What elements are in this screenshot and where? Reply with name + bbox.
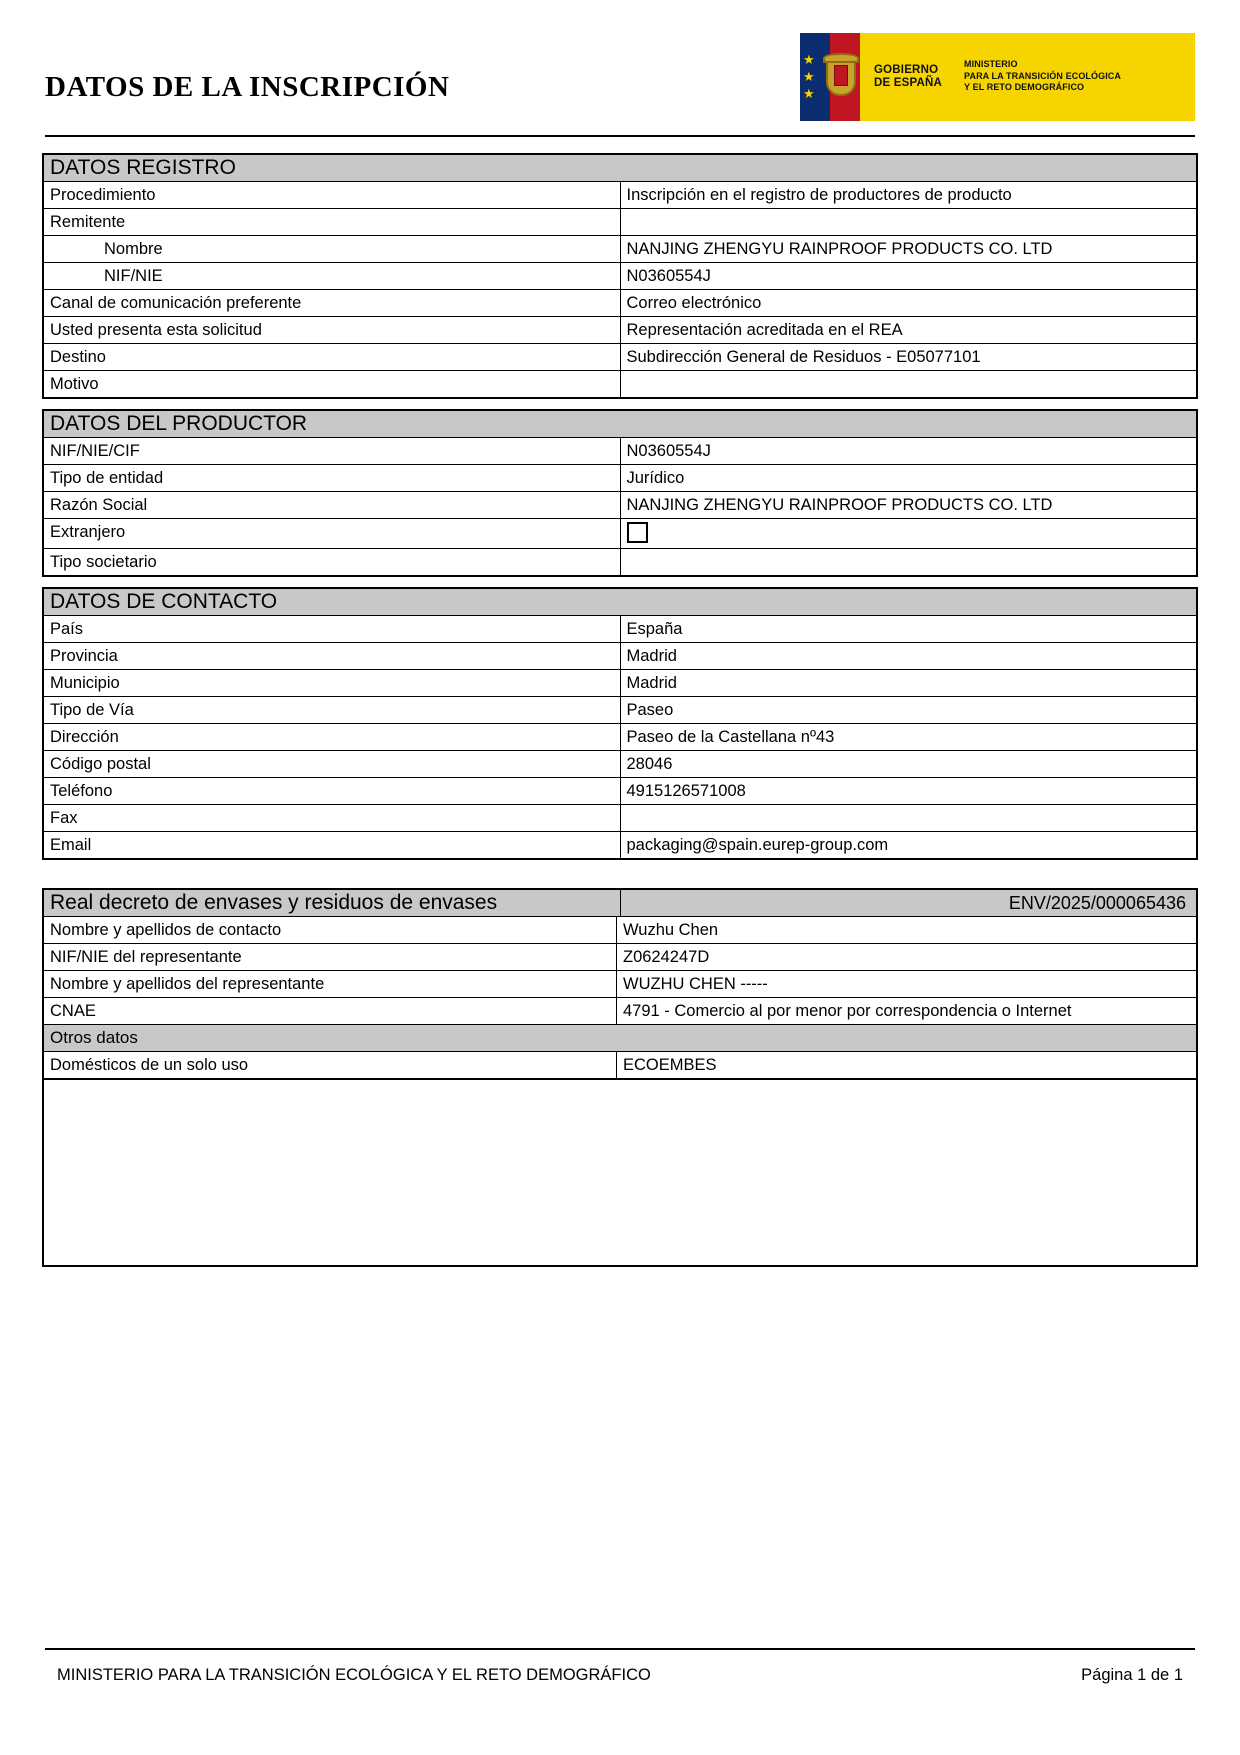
table-row (44, 1052, 1196, 1079)
field-label: Email (44, 832, 620, 859)
section-datos-del-productor (42, 409, 1198, 577)
field-label: Código postal (44, 751, 620, 778)
expediente-reference: ENV/2025/000065436 (620, 890, 1196, 917)
field-label: Usted presenta esta solicitud (44, 317, 620, 344)
section-title: Real decreto de envases y residuos de envases (44, 890, 620, 917)
table-row (44, 371, 1196, 398)
table-row (44, 998, 1196, 1025)
table-row (44, 778, 1196, 805)
field-value: N0360554J (620, 438, 1196, 465)
field-label: CNAE (44, 998, 617, 1025)
document-body (42, 137, 1198, 1267)
field-value: Madrid (620, 670, 1196, 697)
table-row (44, 971, 1196, 998)
coat-of-arms-icon (826, 58, 856, 96)
field-value (620, 371, 1196, 398)
section-datos-registro (42, 153, 1198, 399)
table-row (44, 670, 1196, 697)
footer-ministry-text: MINISTERIO PARA LA TRANSICIÓN ECOLÓGICA Y EL RETO DEMOGRÁFICO (57, 1666, 651, 1684)
field-value: Correo electrónico (620, 290, 1196, 317)
gobierno-de-espana-logo (800, 33, 1195, 121)
table-row (44, 616, 1196, 643)
table-row (44, 805, 1196, 832)
table-row (44, 182, 1196, 209)
footer-divider (45, 1648, 1195, 1650)
field-label: NIF/NIE del representante (44, 944, 617, 971)
field-label: Provincia (44, 643, 620, 670)
field-label: Nombre (44, 236, 620, 263)
section-title: DATOS REGISTRO (44, 155, 1196, 182)
field-label: NIF/NIE/CIF (44, 438, 620, 465)
gobierno-text: GOBIERNO DE ESPAÑA (874, 63, 943, 89)
field-value: 4791 - Comercio al por menor por correspondencia o Internet (617, 998, 1197, 1025)
field-value: NANJING ZHENGYU RAINPROOF PRODUCTS CO. LTD (620, 236, 1196, 263)
table-row (44, 209, 1196, 236)
field-label: NIF/NIE (44, 263, 620, 290)
field-value: N0360554J (620, 263, 1196, 290)
table-row (44, 832, 1196, 859)
otros-datos-header (44, 1025, 1196, 1052)
table-row (44, 751, 1196, 778)
ministerio-text: MINISTERIO PARA LA TRANSICIÓN ECOLÓGICA Y EL RETO DEMOGRÁFICO (964, 59, 1122, 93)
field-label: Razón Social (44, 492, 620, 519)
field-value: Paseo (620, 697, 1196, 724)
table-row (44, 643, 1196, 670)
table-row (44, 549, 1196, 576)
document-footer (45, 1648, 1195, 1685)
field-value: Inscripción en el registro de productores de producto (620, 182, 1196, 209)
table-row (44, 344, 1196, 371)
section-header-contacto (44, 589, 1196, 616)
section-real-decreto-envases (42, 888, 1198, 1267)
field-label: Fax (44, 805, 620, 832)
table-row (44, 917, 1196, 944)
field-value: Paseo de la Castellana nº43 (620, 724, 1196, 751)
document-header (45, 0, 1195, 135)
field-label: País (44, 616, 620, 643)
field-value: NANJING ZHENGYU RAINPROOF PRODUCTS CO. LTD (620, 492, 1196, 519)
field-label: Canal de comunicación preferente (44, 290, 620, 317)
field-value: Wuzhu Chen (617, 917, 1197, 944)
section-header-envases (44, 890, 1196, 917)
table-row (44, 492, 1196, 519)
table-row (44, 944, 1196, 971)
blank-fill-area (44, 1079, 1196, 1265)
field-value: España (620, 616, 1196, 643)
field-label: Tipo societario (44, 549, 620, 576)
table-row (44, 317, 1196, 344)
table-row (44, 697, 1196, 724)
table-row (44, 236, 1196, 263)
eu-stars-icon (803, 51, 815, 101)
star-icon: ★ (803, 85, 815, 101)
field-label: Dirección (44, 724, 620, 751)
field-label: Destino (44, 344, 620, 371)
field-label: Remitente (44, 209, 620, 236)
field-label: Procedimiento (44, 182, 620, 209)
field-value: ECOEMBES (617, 1052, 1197, 1079)
logo-text-block (860, 33, 1121, 121)
field-value: 4915126571008 (620, 778, 1196, 805)
field-value: Representación acreditada en el REA (620, 317, 1196, 344)
flag-emblem-icon (800, 33, 860, 121)
section-header-registro (44, 155, 1196, 182)
field-value (620, 209, 1196, 236)
field-value: Z0624247D (617, 944, 1197, 971)
table-row (44, 519, 1196, 549)
field-label: Motivo (44, 371, 620, 398)
field-value-checkbox (620, 519, 1196, 549)
section-header-productor (44, 411, 1196, 438)
page-title: DATOS DE LA INSCRIPCIÓN (45, 71, 450, 103)
star-icon: ★ (803, 68, 815, 84)
field-value: packaging@spain.eurep-group.com (620, 832, 1196, 859)
field-value: Subdirección General de Residuos - E05077101 (620, 344, 1196, 371)
table-row (44, 465, 1196, 492)
field-label: Tipo de Vía (44, 697, 620, 724)
field-label: Tipo de entidad (44, 465, 620, 492)
field-label: Nombre y apellidos del representante (44, 971, 617, 998)
star-icon: ★ (803, 51, 815, 67)
field-value (620, 549, 1196, 576)
field-label: Domésticos de un solo uso (44, 1052, 617, 1079)
section-title: DATOS DEL PRODUCTOR (44, 411, 1196, 438)
field-value: 28046 (620, 751, 1196, 778)
field-value: Jurídico (620, 465, 1196, 492)
field-label: Nombre y apellidos de contacto (44, 917, 617, 944)
extranjero-checkbox[interactable] (627, 522, 648, 543)
section-title: Otros datos (44, 1025, 1196, 1052)
field-label: Municipio (44, 670, 620, 697)
field-value (620, 805, 1196, 832)
table-row (44, 290, 1196, 317)
field-value: Madrid (620, 643, 1196, 670)
field-label: Teléfono (44, 778, 620, 805)
field-value: WUZHU CHEN ----- (617, 971, 1197, 998)
section-title: DATOS DE CONTACTO (44, 589, 1196, 616)
footer-page-number: Página 1 de 1 (1081, 1666, 1183, 1684)
table-row (44, 438, 1196, 465)
section-datos-de-contacto (42, 587, 1198, 860)
table-row (44, 263, 1196, 290)
field-label: Extranjero (44, 519, 620, 549)
table-row (44, 724, 1196, 751)
